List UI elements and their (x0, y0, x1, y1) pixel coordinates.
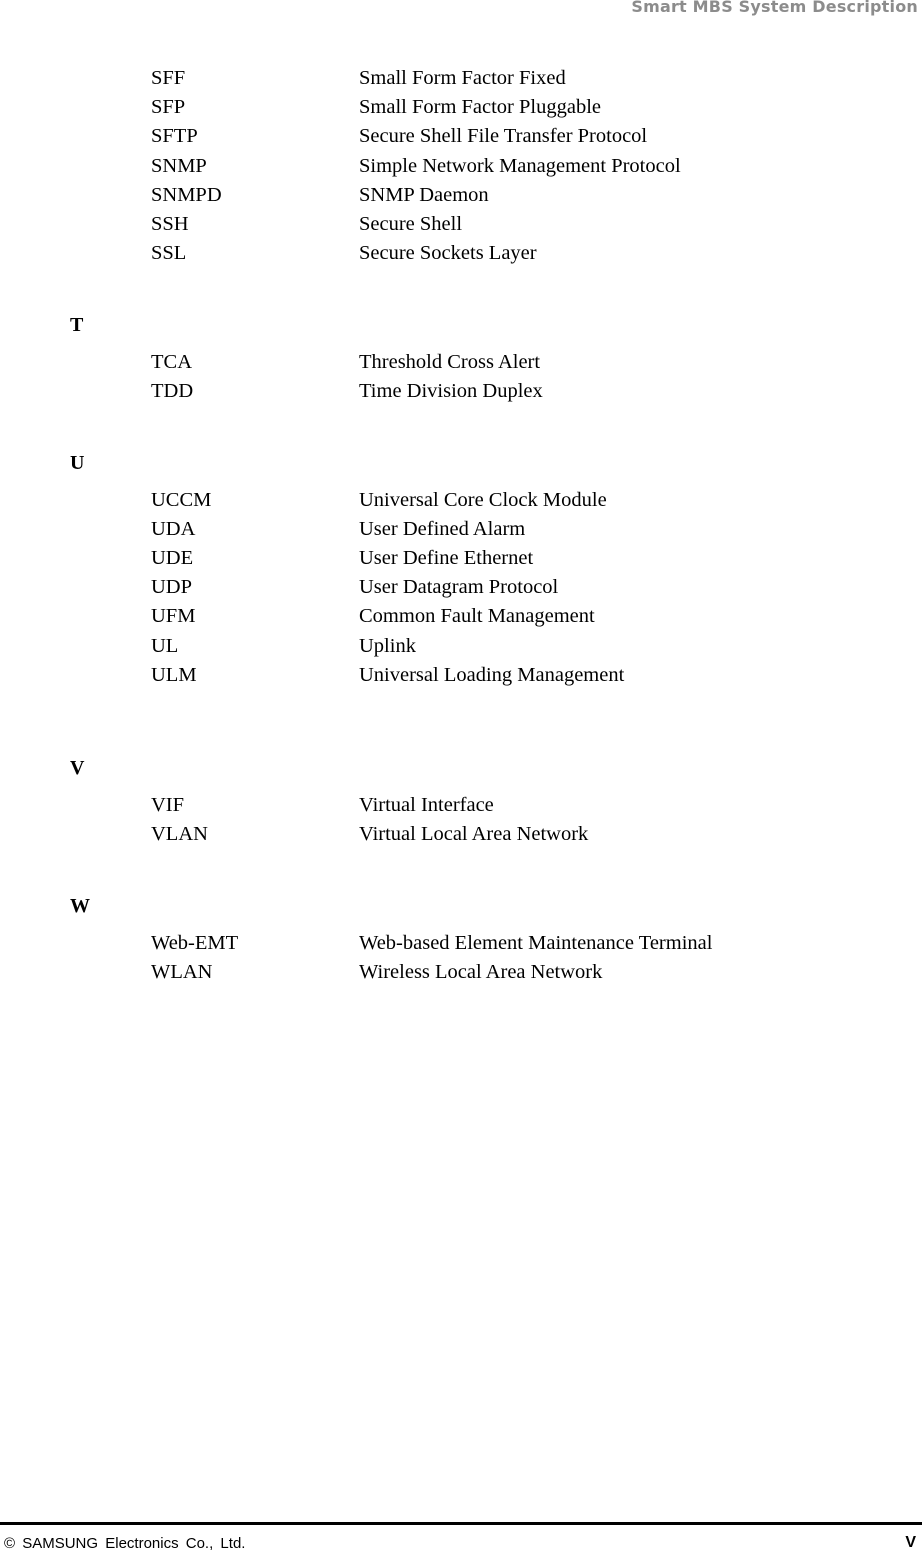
abbreviation: SNMPD (151, 184, 222, 206)
footer-copyright: © SAMSUNG Electronics Co., Ltd. (4, 1535, 246, 1552)
definition: Web-based Element Maintenance Terminal (359, 932, 713, 954)
definition: Secure Shell (359, 213, 463, 235)
abbreviation: ULM (151, 664, 197, 686)
section-heading: V (70, 757, 85, 779)
list-item (0, 486, 922, 515)
definition: Virtual Local Area Network (359, 823, 589, 845)
abbreviation: SSL (151, 242, 187, 264)
list-item (0, 661, 922, 690)
list-item (0, 64, 922, 93)
section-heading: U (70, 452, 85, 474)
definition: User Define Ethernet (359, 547, 534, 569)
list-item (0, 152, 922, 181)
definition: Simple Network Management Protocol (359, 155, 681, 177)
list-item (0, 929, 922, 958)
list-item (0, 544, 922, 573)
document-header-title: Smart MBS System Description (631, 0, 918, 16)
abbreviation: UDE (151, 547, 194, 569)
list-item (0, 210, 922, 239)
definition: Small Form Factor Fixed (359, 67, 566, 89)
definition: User Datagram Protocol (359, 576, 559, 598)
abbreviation: TCA (151, 351, 192, 373)
footer-divider (0, 1522, 922, 1525)
abbreviation: UCCM (151, 489, 212, 511)
list-item (0, 122, 922, 151)
list-item (0, 348, 922, 377)
abbreviation: UDA (151, 518, 196, 540)
definition: Uplink (359, 635, 416, 657)
list-item (0, 958, 922, 987)
list-item (0, 573, 922, 602)
abbreviation: SFP (151, 96, 186, 118)
abbreviation: SFTP (151, 125, 198, 147)
page-number: V (905, 1534, 916, 1551)
definition: Small Form Factor Pluggable (359, 96, 601, 118)
list-item (0, 377, 922, 406)
abbreviation: UDP (151, 576, 193, 598)
abbreviation: VLAN (151, 823, 208, 845)
definition: Threshold Cross Alert (359, 351, 541, 373)
definition: Universal Core Clock Module (359, 489, 607, 511)
abbreviation: VIF (151, 794, 185, 816)
definition: SNMP Daemon (359, 184, 489, 206)
list-item (0, 239, 922, 268)
list-item (0, 93, 922, 122)
abbreviation: UFM (151, 605, 196, 627)
section-heading: T (70, 314, 84, 336)
section-heading: W (70, 895, 90, 917)
list-item (0, 632, 922, 661)
abbreviation: SFF (151, 67, 186, 89)
list-item (0, 791, 922, 820)
definition: Universal Loading Management (359, 664, 625, 686)
abbreviation: SNMP (151, 155, 207, 177)
definition: User Defined Alarm (359, 518, 526, 540)
definition: Common Fault Management (359, 605, 595, 627)
definition: Secure Shell File Transfer Protocol (359, 125, 648, 147)
list-item (0, 515, 922, 544)
list-item (0, 820, 922, 849)
abbreviation: SSH (151, 213, 189, 235)
definition: Wireless Local Area Network (359, 961, 603, 983)
abbreviation: Web-EMT (151, 932, 239, 954)
abbreviation: UL (151, 635, 179, 657)
abbreviation: WLAN (151, 961, 213, 983)
list-item (0, 181, 922, 210)
definition: Time Division Duplex (359, 380, 543, 402)
definition: Virtual Interface (359, 794, 494, 816)
definition: Secure Sockets Layer (359, 242, 537, 264)
abbreviation: TDD (151, 380, 194, 402)
list-item (0, 602, 922, 631)
